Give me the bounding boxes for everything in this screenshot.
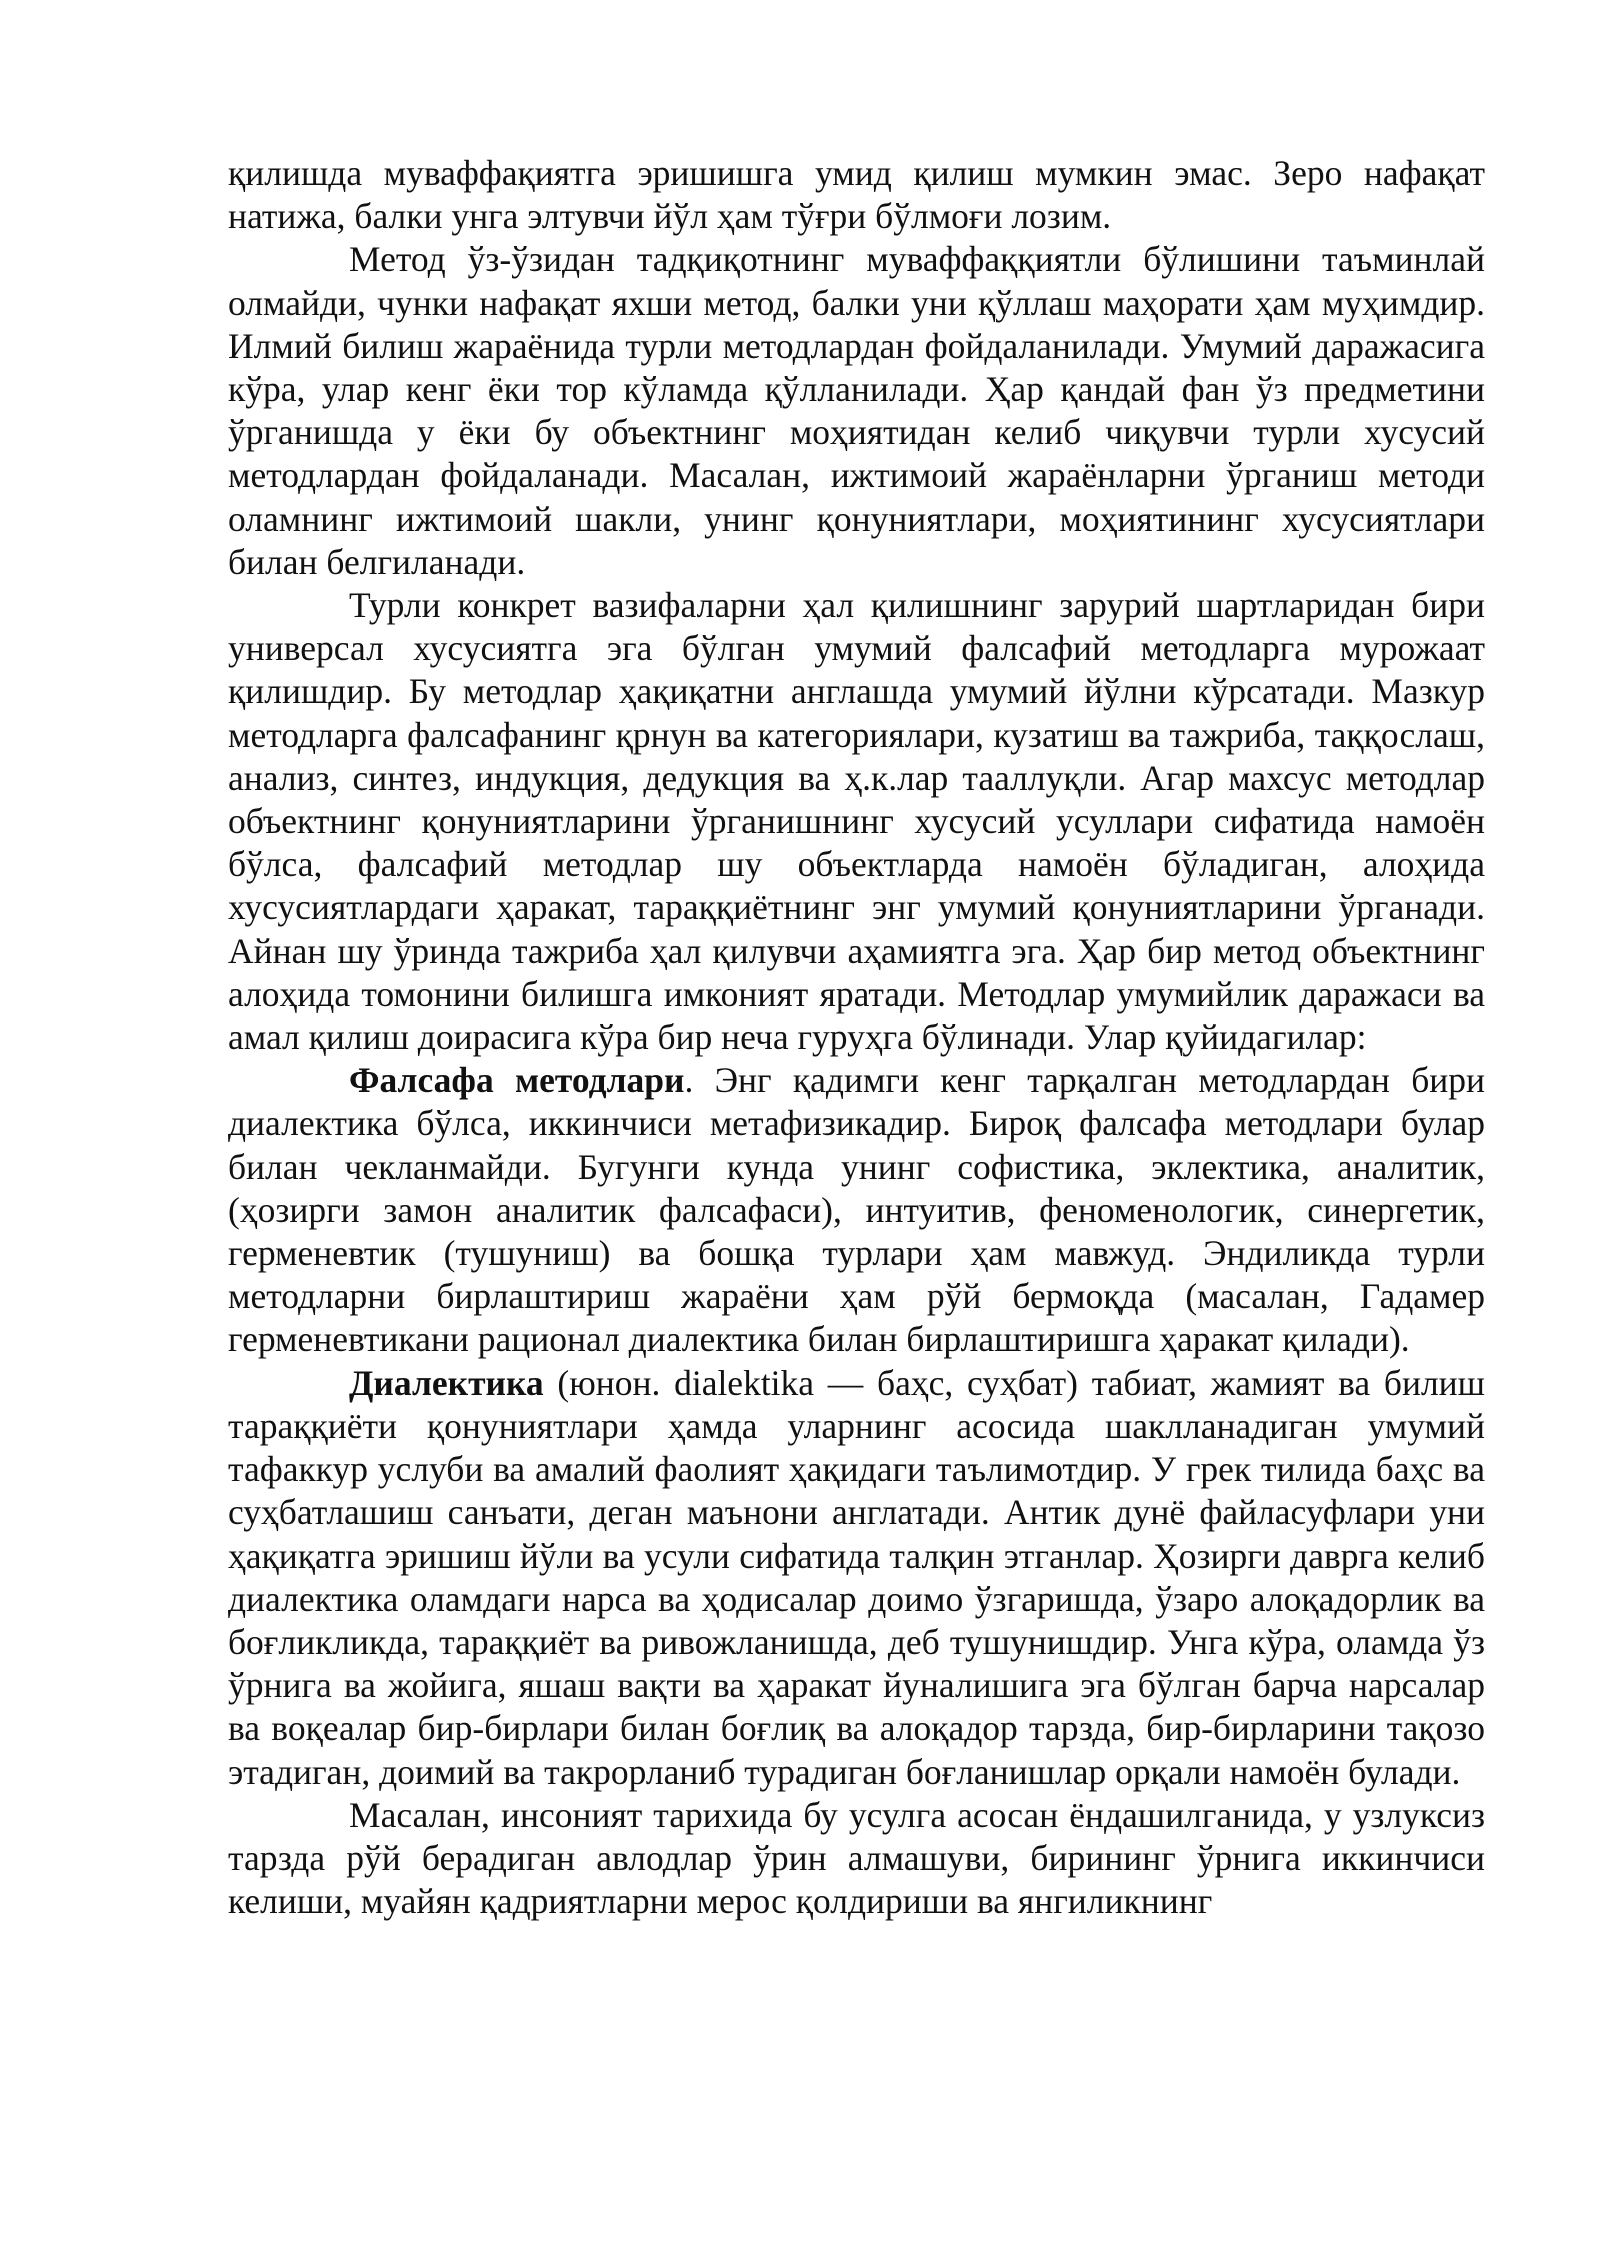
document-page: [228, 152, 1485, 1923]
paragraph-general-methods: [228, 584, 1485, 1059]
bold-term: Диалектика: [349, 1362, 544, 1403]
paragraph-text: (юнон. dialektika — баҳс, суҳбат) табиат, жамият ва билиш тараққиёти қонуниятлари ҳамда уларнинг асосида шаклланадиган умумий тафаккур услуби ва амалий фаолият ҳақидаги таълимотдир. У грек тилида баҳс ва суҳбатлашиш санъати, деган маънони англатади. Антик дунё файласуфлари уни ҳақиқатга эришиш йўли ва усули сифатида талқин этганлар. Ҳозирги даврга келиб диалектика оламдаги нарса ва ҳодисалар доимо ўзгаришда, ўзаро алоқадорлик ва боғликликда, тараққиёт ва ривожланишда, деб тушунишдир. Унга кўра, оламда ўз ўрнига ва жойига, яшаш вақти ва ҳаракат йуналишига эга бўлган барча нарсалар ва воқеалар бир-бирлари билан боғлиқ ва алоқадор тарзда, бир-бирларини тақозо этадиган, доимий ва такрорланиб турадиган боғланишлар орқали намоён булади.: [228, 1362, 1485, 1792]
paragraph-text: . Энг қадимги кенг тарқалган методлардан бири диалектика бўлса, иккинчиси метафизикадир. Бироқ фалсафа методлари булар билан чекланмайди. Бугунги кунда унинг софистика, эклектика, аналитик, (ҳозирги замон аналитик фалсафаси), интуитив, феноменологик, синергетик, герменевтик (тушуниш) ва бошқа турлари ҳам мавжуд. Эндиликда турли методларни бирлаштириш жараёни ҳам рўй бермоқда (масалан, Гадамер герменевтикани рационал диалектика билан бирлаштиришга ҳаракат қилади).: [228, 1060, 1486, 1360]
paragraph-text: қилишда муваффақиятга эришишга умид қилиш мумкин эмас. Зеро нафақат натижа, балки унга элтувчи йўл ҳам тўғри бўлмоғи лозим.: [228, 153, 1485, 237]
paragraph-example: [228, 1794, 1485, 1924]
paragraph-text: Метод ўз-ўзидан тадқиқотнинг муваффаққиятли бўлишини таъминлай олмайди, чунки нафақат яхши метод, балки уни қўллаш маҳорати ҳам муҳимдир. Илмий билиш жараёнида турли методлардан фойдаланилади. Умумий даражасига кўра, улар кенг ёки тор кўламда қўлланилади. Ҳар қандай фан ўз предметини ўрганишда у ёки бу объектнинг моҳиятидан келиб чиқувчи турли хусусий методлардан фойдаланади. Масалан, ижтимоий жараёнларни ўрганиш методи оламнинг ижтимоий шакли, унинг қонуниятлари, моҳиятининг хусусиятлари билан белгиланади.: [228, 239, 1485, 582]
paragraph-dialectics: [228, 1362, 1485, 1794]
bold-term: Фалсафа методлари: [349, 1060, 685, 1101]
paragraph-method: [228, 238, 1485, 584]
paragraph-philosophy-methods: [228, 1059, 1485, 1361]
paragraph-text: Турли конкрет вазифаларни ҳал қилишнинг зарурий шартларидан бири универсал хусусиятга эга бўлган умумий фалсафий методларга мурожаат қилишдир. Бу методлар ҳақиқатни англашда умумий йўлни кўрсатади. Мазкур методларга фалсафанинг қрнун ва категориялари, кузатиш ва тажриба, таққослаш, анализ, синтез, индукция, дедукция ва ҳ.к.лар тааллуқли. Агар махсус методлар объектнинг қонуниятларини ўрганишнинг хусусий усуллари сифатида намоён бўлса, фалсафий методлар шу объектларда намоён бўладиган, алоҳида хусусиятлардаги ҳаракат, тараққиётнинг энг умумий қонуниятларини ўрганади. Айнан шу ўринда тажриба ҳал қилувчи аҳамиятга эга. Ҳар бир метод объектнинг алоҳида томонини билишга имконият яратади. Методлар умумийлик даражаси ва амал қилиш доирасига кўра бир неча гуруҳга бўлинади. Улар қуйидагилар:: [228, 585, 1485, 1058]
paragraph-continuation: [228, 152, 1485, 238]
paragraph-text: Масалан, инсоният тарихида бу усулга асосан ёндашилганида, у узлуксиз тарзда рўй берадиган авлодлар ўрин алмашуви, бирининг ўрнига иккинчиси келиши, муайян қадриятларни мерос қолдириши ва янгиликнинг: [228, 1794, 1485, 1922]
